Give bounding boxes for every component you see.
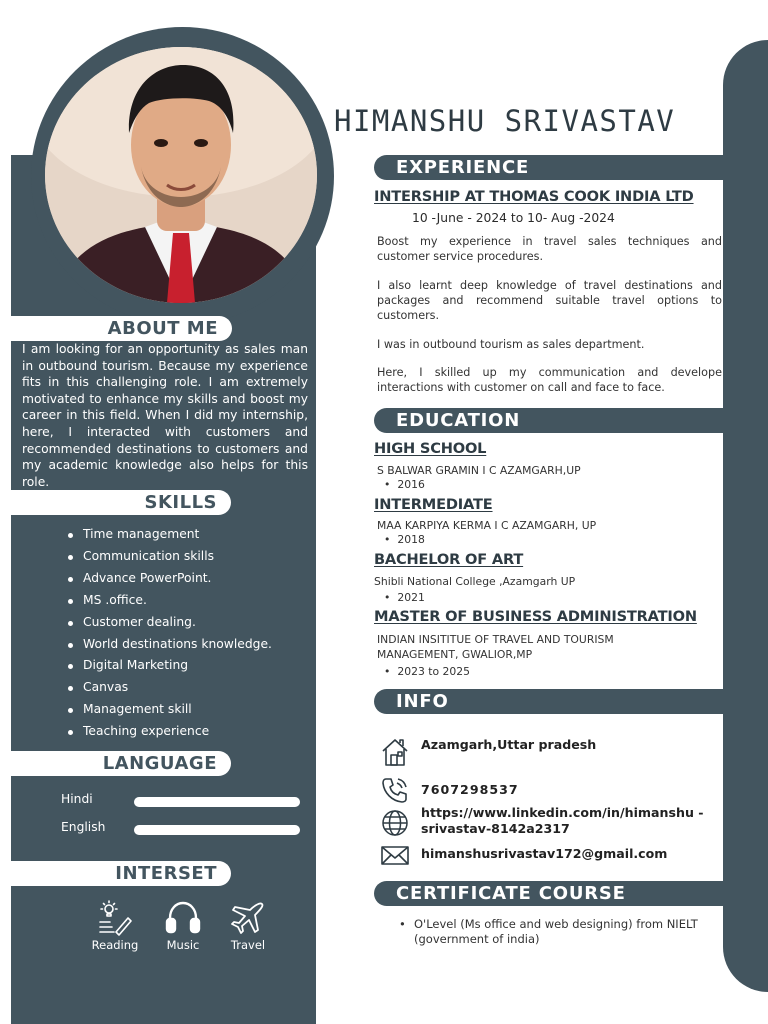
interest-label: Music — [166, 938, 200, 952]
airplane-icon — [229, 900, 267, 936]
info-heading: INFO — [374, 689, 726, 714]
education-year: • 2021 — [384, 591, 425, 604]
phone-number[interactable]: 7607298537 — [421, 782, 519, 797]
reading-lamp-icon — [96, 900, 134, 936]
interest-label: Reading — [91, 938, 139, 952]
skills-heading: SKILLS — [11, 490, 231, 515]
language-level-bar — [134, 797, 300, 807]
job-dates: 10 -June - 2024 to 10- Aug -2024 — [412, 211, 615, 225]
skill-item: Communication skills — [66, 546, 306, 568]
language-row-hindi — [61, 792, 301, 812]
certificate-heading: CERTIFICATE COURSE — [374, 881, 726, 906]
education-year: • 2018 — [384, 533, 425, 546]
language-name: English — [61, 820, 106, 834]
address-text: Azamgarh,Uttar pradesh — [421, 737, 597, 752]
experience-paragraph: Here, I skilled up my communication and develope interactions with customer on call and face to face. — [377, 366, 722, 394]
skill-item: Teaching experience — [66, 721, 306, 743]
profile-photo — [45, 47, 317, 303]
education-institution: MAA KARPIYA KERMA I C AZAMGARH, UP — [377, 519, 597, 532]
experience-paragraph: I also learnt deep knowledge of travel destinations and packages and recommend suitable travel options to customers. — [377, 279, 722, 322]
job-title: INTERSHIP AT THOMAS COOK INDIA LTD — [374, 188, 694, 205]
house-icon — [380, 737, 410, 767]
language-heading: LANGUAGE — [11, 751, 231, 776]
candidate-name: HIMANSHU SRIVASTAV — [334, 104, 676, 138]
education-institution: Shibli National College ,Azamgarh UP — [374, 575, 576, 588]
education-title: INTERMEDIATE — [374, 496, 493, 513]
education-title: MASTER OF BUSINESS ADMINISTRATION — [374, 608, 697, 625]
about-text: I am looking for an opportunity as sales man in outbound tourism. Because my experience fits in this challenging role. I am extremely motivated to enhance my skills and boost my career in this field. When I did my internship, here, I interacted with customers and recommended destinations to customers and my academic knowledge also helps for this role. — [22, 342, 308, 489]
language-name: Hindi — [61, 792, 93, 806]
skill-item: MS .office. — [66, 590, 306, 612]
education-title: BACHELOR OF ART — [374, 551, 524, 568]
education-institution: INDIAN INSITITUE OF TRAVEL AND TOURISM MANAGEMENT, GWALIOR,MP — [377, 633, 614, 661]
email-link[interactable]: himanshusrivastav172@gmail.com — [421, 846, 668, 861]
skill-item: Management skill — [66, 699, 306, 721]
education-institution: S BALWAR GRAMIN I C AZAMGARH,UP — [377, 464, 581, 477]
education-year: • 2016 — [384, 478, 425, 491]
experience-heading: EXPERIENCE — [374, 155, 726, 180]
phone-icon — [380, 775, 410, 805]
language-level-bar — [134, 825, 300, 835]
education-year: • 2023 to 2025 — [384, 665, 470, 678]
linkedin-link[interactable]: https://www.linkedin.com/in/himanshu -srivastav-8142a2317 — [421, 805, 704, 837]
skill-item: Customer dealing. — [66, 612, 306, 634]
education-heading: EDUCATION — [374, 408, 726, 433]
interest-reading — [85, 900, 145, 952]
right-decorative-band — [723, 40, 768, 992]
skills-list — [66, 524, 306, 743]
about-heading: ABOUT ME — [11, 316, 232, 341]
experience-paragraph: I was in outbound tourism as sales department. — [377, 338, 645, 351]
interest-travel — [218, 900, 278, 952]
interest-label: Travel — [230, 938, 266, 952]
language-level-track — [134, 797, 300, 807]
skill-item: Advance PowerPoint. — [66, 568, 306, 590]
interest-music — [153, 900, 213, 952]
skill-item: Time management — [66, 524, 306, 546]
experience-paragraph: Boost my experience in travel sales techniques and customer service procedures. — [377, 235, 722, 263]
globe-icon — [380, 808, 410, 838]
interest-heading: INTERSET — [11, 861, 231, 886]
skill-item: Digital Marketing — [66, 655, 306, 677]
headphones-icon — [164, 900, 202, 936]
skill-item: Canvas — [66, 677, 306, 699]
mail-icon — [380, 840, 410, 870]
certificate-item: • O'Level (Ms office and web designing) from NIELT (government of india) — [399, 917, 709, 947]
education-title: HIGH SCHOOL — [374, 440, 487, 457]
language-level-track — [134, 825, 300, 835]
skill-item: World destinations knowledge. — [66, 634, 306, 656]
language-row-english — [61, 820, 301, 840]
